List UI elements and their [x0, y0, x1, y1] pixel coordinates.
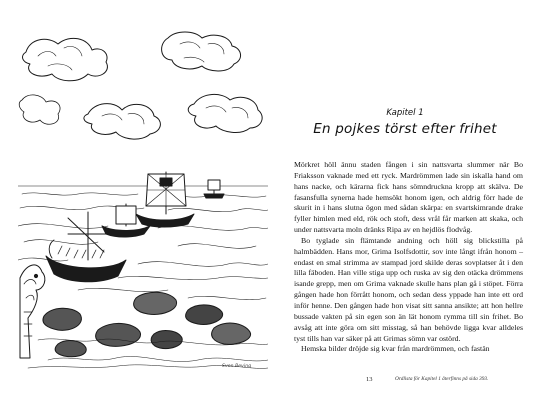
viking-ship — [136, 172, 194, 227]
artist-signature: Sven Beving — [222, 364, 252, 369]
chapter-title: En pojkes törst efter frihet — [313, 121, 497, 137]
paragraph: Bo tyglade sin flämtande andning och höll sig blickstilla på halmbädden. Hans mor, Grima Isolfsdottir, sov inte långt ifrån honom – endast en smal strimma av stampad jord skilde deras sovplatser åt i den lilla fäboden. Han ville stiga upp och ruska av sig den otäcka drömmens isande grepp, men om Grima vaknade skulle hans plan gå i stöpet. Förra gången hade hon förrått honom, och sedan dess yppade han inte ett ord inför henne. Den gången hade hon visat sitt sanna ansikte; att hon hellre bussade vakten på sin egen son än lät honom rymma till sin frihet. Bo avsåg att inte göra om sitt misstag, så han behövde ligga kvar alldeles tyst tills han var säker på att Grimas sömn var ostörd. — [294, 235, 523, 343]
viking-ships-illustration — [18, 28, 268, 373]
chapter-body — [294, 160, 523, 355]
viking-ship — [204, 180, 224, 198]
rocks — [43, 292, 251, 356]
page-number: 13 — [366, 376, 373, 383]
paragraph: Hemska bilder dröjde sig kvar från mardrömmen, och fastän — [301, 344, 490, 354]
cloud — [162, 32, 241, 71]
sea-waves — [18, 193, 268, 300]
cloud — [188, 94, 262, 132]
glossary-footnote: Ordlista för Kapitel 1 återfinns på sida 393. — [395, 376, 489, 382]
cloud — [23, 38, 108, 80]
viking-ship — [46, 212, 126, 282]
cloud — [84, 104, 160, 139]
paragraph: Mörkret höll ännu staden fången i sin nattsvarta slummer när Bo Friaksson vaknade med ett ryck. Mardrömmen lade sin iskalla hand om hans nacke, och kärarna fick hans sömndruckna kropp att skälva. De fasansfulla synerna hade hemsökt honom igen, och aldrig förr hade de skurit in i hans slutna ögon med sådan skärpa: en svartskimrande drake fyller himlen med eld, rök och stoft, dess vrål får marken att skaka, och under nattsvarta moln dränks Ripa av en hejdlös flodvåg. — [294, 160, 523, 235]
cloud — [19, 95, 60, 124]
chapter-label: Kapitel 1 — [386, 108, 424, 118]
dragon-prow — [20, 265, 45, 358]
